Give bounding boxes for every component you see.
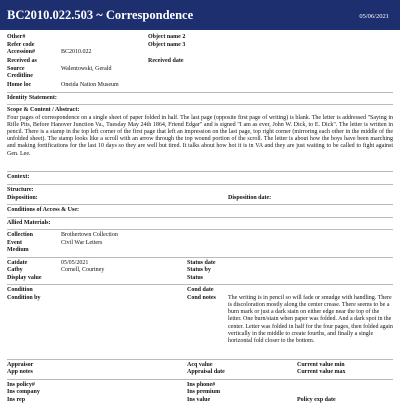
collection-label: Collection	[7, 232, 33, 239]
condition-label: Condition	[7, 287, 33, 294]
current-value-max-label: Current value max	[297, 369, 346, 376]
display-value-label: Display value	[7, 274, 42, 281]
row-ins-policy	[7, 382, 393, 390]
row-ins-company	[7, 389, 393, 397]
object-name-3-label: Object name 3	[148, 41, 186, 48]
divider	[7, 204, 393, 205]
row-refer	[7, 42, 393, 50]
disposition-label: Disposition:	[7, 194, 38, 201]
event-value: Civil War Letters	[61, 239, 103, 246]
row-conditions	[7, 207, 393, 215]
report-date: 05/06/2021	[359, 13, 389, 20]
divider	[7, 184, 393, 185]
accession-label: Accession#	[7, 49, 35, 55]
divider	[7, 379, 393, 380]
ins-rep-label: Ins rep	[7, 396, 26, 403]
row-collection	[7, 232, 393, 240]
scope-text: Four pages of correspondence on a single sheet of paper folded in half. The last page (opposite first page of writing) is blank. The letter is addressed "Saying in Rifle Pits, Before Hanover Junction Va., Tuesday May 24th 1864, Friend Edgar" and is signed "I am as ever, John W. Dick, to E. Dick". The letter is written in pencil. There is a stamp in the top left corner of the first page that left an impression on the last page, top right corner (mirroring each other in the middle of the unfolded sheet). The stamp looks like a scroll with an arrow through the top wound portion of the scroll. The letter is about how the boys have been marching and making fortifications for the last 10 days so they are well but tired. It talks about how hot it is in VA and they are just waiting to be called to fight against Gen. Lee.	[7, 114, 393, 157]
structure-label: Structure:	[7, 187, 34, 194]
row-catdate	[7, 260, 393, 268]
row-allied	[7, 220, 393, 228]
status-date-label: Status date	[187, 259, 216, 266]
allied-label: Allied Materials:	[7, 219, 51, 226]
row-creditline	[7, 73, 393, 81]
record-body	[7, 34, 393, 404]
condition-by-label: Condition by	[7, 294, 41, 301]
home-loc-label: Home loc	[7, 81, 32, 88]
accession-value: BC2010.022	[61, 49, 92, 55]
catdate-label: Catdate	[7, 259, 28, 266]
ins-premium-label: Ins premium	[187, 389, 221, 396]
appraisor-label: Appraisor	[7, 361, 34, 368]
disposition-date-label: Disposition date:	[228, 194, 272, 201]
collection-value: Brothertown Collection	[61, 232, 118, 239]
source-label: Source	[7, 65, 25, 72]
row-other	[7, 34, 393, 42]
identity-label: Identity Statement:	[7, 94, 57, 101]
divider	[7, 92, 393, 93]
policy-exp-date-label: Policy exp date	[297, 396, 336, 403]
medium-label: Medium	[7, 247, 29, 254]
cond-date-label: Cond date	[187, 287, 214, 294]
divider	[7, 217, 393, 218]
row-disposition	[7, 195, 393, 203]
row-identity	[7, 95, 393, 103]
cond-notes-label: Cond notes	[187, 294, 216, 301]
received-as-label: Received as	[7, 57, 37, 64]
divider	[7, 284, 393, 285]
other-label: Other#	[7, 34, 26, 40]
divider	[7, 229, 393, 230]
row-catby	[7, 267, 393, 275]
appraisal-date-label: Appraisal date	[187, 369, 225, 376]
ins-value-label: Ins value	[187, 396, 211, 403]
record-header	[0, 0, 400, 30]
app-notes-label: App notes	[7, 369, 33, 376]
home-loc-value: Oneida Nation Museum	[61, 81, 119, 88]
ins-company-label: Ins company	[7, 389, 40, 396]
refer-code-label: Refer code	[7, 41, 35, 48]
row-context	[7, 174, 393, 182]
context-label: Context:	[7, 173, 30, 180]
row-app-notes	[7, 369, 393, 377]
divider	[7, 171, 393, 172]
row-scope	[7, 107, 393, 115]
row-condition-by	[7, 295, 393, 358]
row-display	[7, 275, 393, 283]
scope-label: Scope & Content / Abstract:	[7, 107, 80, 113]
object-name-2-label: Object name 2	[148, 34, 186, 40]
received-date-label: Received date	[148, 57, 184, 64]
catby-value: Cornell, Courtney	[61, 267, 105, 274]
catdate-value: 05/05/2021	[61, 259, 89, 266]
row-event	[7, 240, 393, 248]
conditions-label: Conditions of Access & Use:	[7, 207, 79, 214]
row-received	[7, 57, 393, 66]
row-home-loc	[7, 81, 393, 90]
row-accession	[7, 49, 393, 57]
row-ins-rep	[7, 397, 393, 404]
row-medium	[7, 247, 393, 255]
source-value: Walentowski, Gerald	[61, 65, 112, 72]
row-structure	[7, 187, 393, 195]
catby-label: Catby	[7, 267, 23, 274]
row-source	[7, 66, 393, 74]
ins-phone-label: Ins phone#	[187, 381, 216, 388]
divider	[7, 359, 393, 360]
ins-policy-label: Ins policy#	[7, 381, 35, 388]
current-value-min-label: Current value min	[297, 361, 345, 368]
divider	[7, 257, 393, 258]
creditline-label: Creditline	[7, 73, 33, 79]
row-condition	[7, 287, 393, 295]
acq-value-label: Acq value	[187, 361, 213, 368]
event-label: Event	[7, 239, 22, 246]
cond-notes-text: The writing is in pencil so will fade or smudge with handling. There is discoloration mostly along the center crease. There seems to be a burn mark or just a dark stain on either edge near the top of the letter. One burn/stain when paper was folded. And a dark spot in the center. Letter was folded in half for the four pages, then folded again vertically in the middle to create fourths, and finally a single horizontal fold closer to the bottom.	[228, 294, 393, 344]
row-appraisor	[7, 362, 393, 370]
record-title: BC2010.022.503 ~ Correspondence	[7, 8, 194, 22]
divider	[7, 104, 393, 105]
status-by-label: Status by	[187, 267, 211, 274]
status-label: Status	[187, 274, 204, 281]
